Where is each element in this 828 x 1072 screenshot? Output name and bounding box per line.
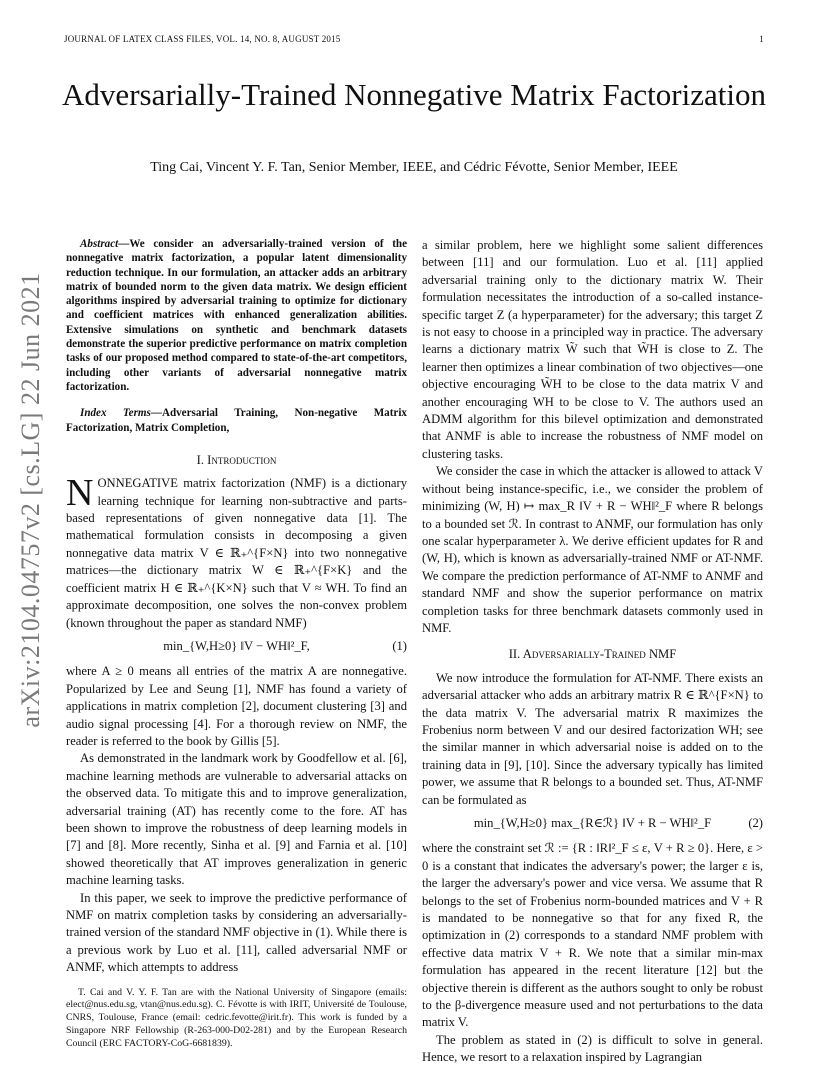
intro-paragraph-4: In this paper, we seek to improve the predictive performance of NMF on matrix completion tasks by considering an adversarially-trained version of the standard NMF objective in (1). While there is a previous work by Luo et al. [11], called adversarial NMF or ANMF, which attempts to address [66,890,407,975]
equation-1-body: min_{W,H≥0} ‖V − WH‖²_F, [163,638,310,653]
right-paragraph-3: We now introduce the formulation for AT-NMF. There exists an adversarial attacker who adds an arbitrary matrix R ∈ ℝ^{F×N} to the data matrix V. The adversarial matrix R maximizes the Frobenius norm between V and our desired factorization WH; see the similar manner in which adversarial noise is added on to the training data in [9], [10]. Since the adversary typically has limited power, we assume that R belongs to a bounded set. Thus, AT-NMF can be formulated as [422,670,763,807]
right-paragraph-5: The problem as stated in (2) is difficult to solve in general. Hence, we resort to a relaxation inspired by Lagrangian [422,1032,763,1065]
right-column [422,237,763,1067]
section-heading-introduction: I. Introduction [196,452,277,467]
equation-1-number: (1) [392,638,407,653]
arxiv-sidebar [14,262,48,738]
drop-cap: N [66,472,94,515]
right-paragraph-4: where the constraint set ℛ := {R : ‖R‖²_F ≤ ε, V + R ≥ 0}. Here, ε > 0 is a constant that indicates the adversary's power; the larger ε is, the larger the adversary's power and vice versa. We assume that R belongs to the set of Frobenius norm-bounded matrices and V + R is mandated to be nonnegative so that for any fixed R, the optimization in (2) corresponds to a standard NMF problem with effective data matrix V + R. We note that a similar min-max formulation has appeared in the recent literature [12] but the objective therein is different as the authors sought to only be robust to the β-divergence measure used and not perturbations to the data matrix V. [422,841,763,1030]
right-paragraph-2: We consider the case in which the attacker is allowed to attack V without being instance-specific, i.e., we consider the problem of minimizing (W, H) ↦ max_R ‖V + R − WH‖²_F where R belongs to a bounded set ℛ. In contrast to ANMF, our formulation has only one scalar hyperparameter λ. We derive efficient updates for R and (W, H), which is known as adversarially-trained NMF or AT-NMF. We compare the prediction performance of AT-NMF to ANMF and standard NMF and show the superior performance on matrix completion tasks for three benchmark datasets commonly used in NMF. [422,464,763,635]
running-header [64,34,764,44]
index-terms-label: Index Terms— [80,407,162,420]
index-terms [66,406,407,435]
page-number: 1 [759,34,764,44]
equation-2-number: (2) [748,816,763,830]
intro-p1-text: ONNEGATIVE matrix factorization (NMF) is a dictionary learning technique for learning non-subtractive and parts-based representations of given nonnegative data [1]. The mathematical formulation consists in decomposing a given nonnegative data matrix V ∈ ℝ₊^{F×N} into two nonnegative matrices—the dictionary matrix W ∈ ℝ₊^{F×K} and the coefficient matrix H ∈ ℝ₊^{K×N} such that V ≈ WH. To find an approximate decomposition, one solves the non-convex problem (known throughout the paper as standard NMF) [66,476,407,630]
equation-2-body: min_{W,H≥0} max_{R∈ℛ} ‖V + R − WH‖²_F [473,816,712,830]
abstract [66,237,407,394]
equation-2 [422,815,763,832]
arxiv-identifier[interactable]: arXiv:2104.04757v2 [cs.LG] 22 Jun 2021 [16,272,45,728]
paper-title: Adversarially-Trained Nonnegative Matrix Factorization [62,77,766,112]
intro-paragraph-1 [66,472,407,632]
footnote: T. Cai and V. Y. F. Tan are with the National University of Singapore (emails: elect@nus.edu.sg, vtan@nus.edu.sg). C. Févotte is with IRIT, Université de Toulouse, CNRS, Toulouse, France (email: cedric.fevotte@irit.fr). This work is funded by a Singapore NRF Fellowship (R-263-000-D02-281) and by the European Research Council (ERC FACTORY-CoG-6681839). [66,986,407,1049]
intro-paragraph-2: where A ≥ 0 means all entries of the matrix A are nonnegative. Popularized by Lee and Seung [1], NMF has found a variety of applications in matrix completion [2], document clustering [3] and audio signal processing [4]. For a thorough review on NMF, the reader is referred to the book by Gillis [5]. [66,664,407,748]
right-paragraph-1: a similar problem, here we highlight some salient differences between [11] and our formulation. Luo et al. [11] applied adversarial training only to the dictionary matrix W. Their formulation necessitates the introduction of a so-called instance-specific target Z (a hyperparameter) for the adversary; this target Z is not easy to choose in a principled way in practice. The adversary learns a dictionary matrix W̃ such that W̃H is close to Z. The learner then optimizes a linear combination of two objectives—one objective encouraging W̃H to be close to the data matrix V and another encouraging WH to be close to V. The authors used an ADMM algorithm for this bilevel optimization and demonstrated that ANMF is able to increase the robustness of NMF model on clustering tasks. [422,238,763,461]
abstract-label: Abstract— [80,238,130,250]
abstract-text: We consider an adversarially-trained version of the nonnegative matrix factorization, a popular latent dimensionality reduction technique. In our formulation, an attacker adds an arbitrary matrix of bounded norm to the given data matrix. We design efficient algorithms inspired by adversarial training to optimize for dictionary and coefficient matrices with enhanced generalization abilities. Extensive simulations on synthetic and benchmark datasets demonstrate the superior predictive performance on matrix completion tasks of our proposed method compared to state-of-the-art competitors, including other variants of adversarial nonnegative matrix factorization. [66,238,407,393]
left-column [66,237,407,1051]
index-terms-text: Adversarial Training, Non-negative Matrix Factorization, Matrix Completion, [66,407,407,434]
journal-header: JOURNAL OF LATEX CLASS FILES, VOL. 14, NO. 8, AUGUST 2015 [64,34,341,44]
equation-1 [66,638,407,655]
author-list: Ting Cai, Vincent Y. F. Tan, Senior Member, IEEE, and Cédric Févotte, Senior Member, IEEE [150,160,678,175]
intro-paragraph-3: As demonstrated in the landmark work by Goodfellow et al. [6], machine learning methods are vulnerable to adversarial attacks on the observed data. To mitigate this and to improve generalization, adversarial training (AT) has recently come to the fore. AT has been shown to improve the robustness of deep learning models in [7] and [8]. More recently, Sinha et al. [9] and Farnia et al. [10] showed theoretically that AT improves generalization in generic machine learning tasks. [66,751,407,888]
section-heading-at-nmf: II. Adversarially-Trained NMF [508,647,677,662]
